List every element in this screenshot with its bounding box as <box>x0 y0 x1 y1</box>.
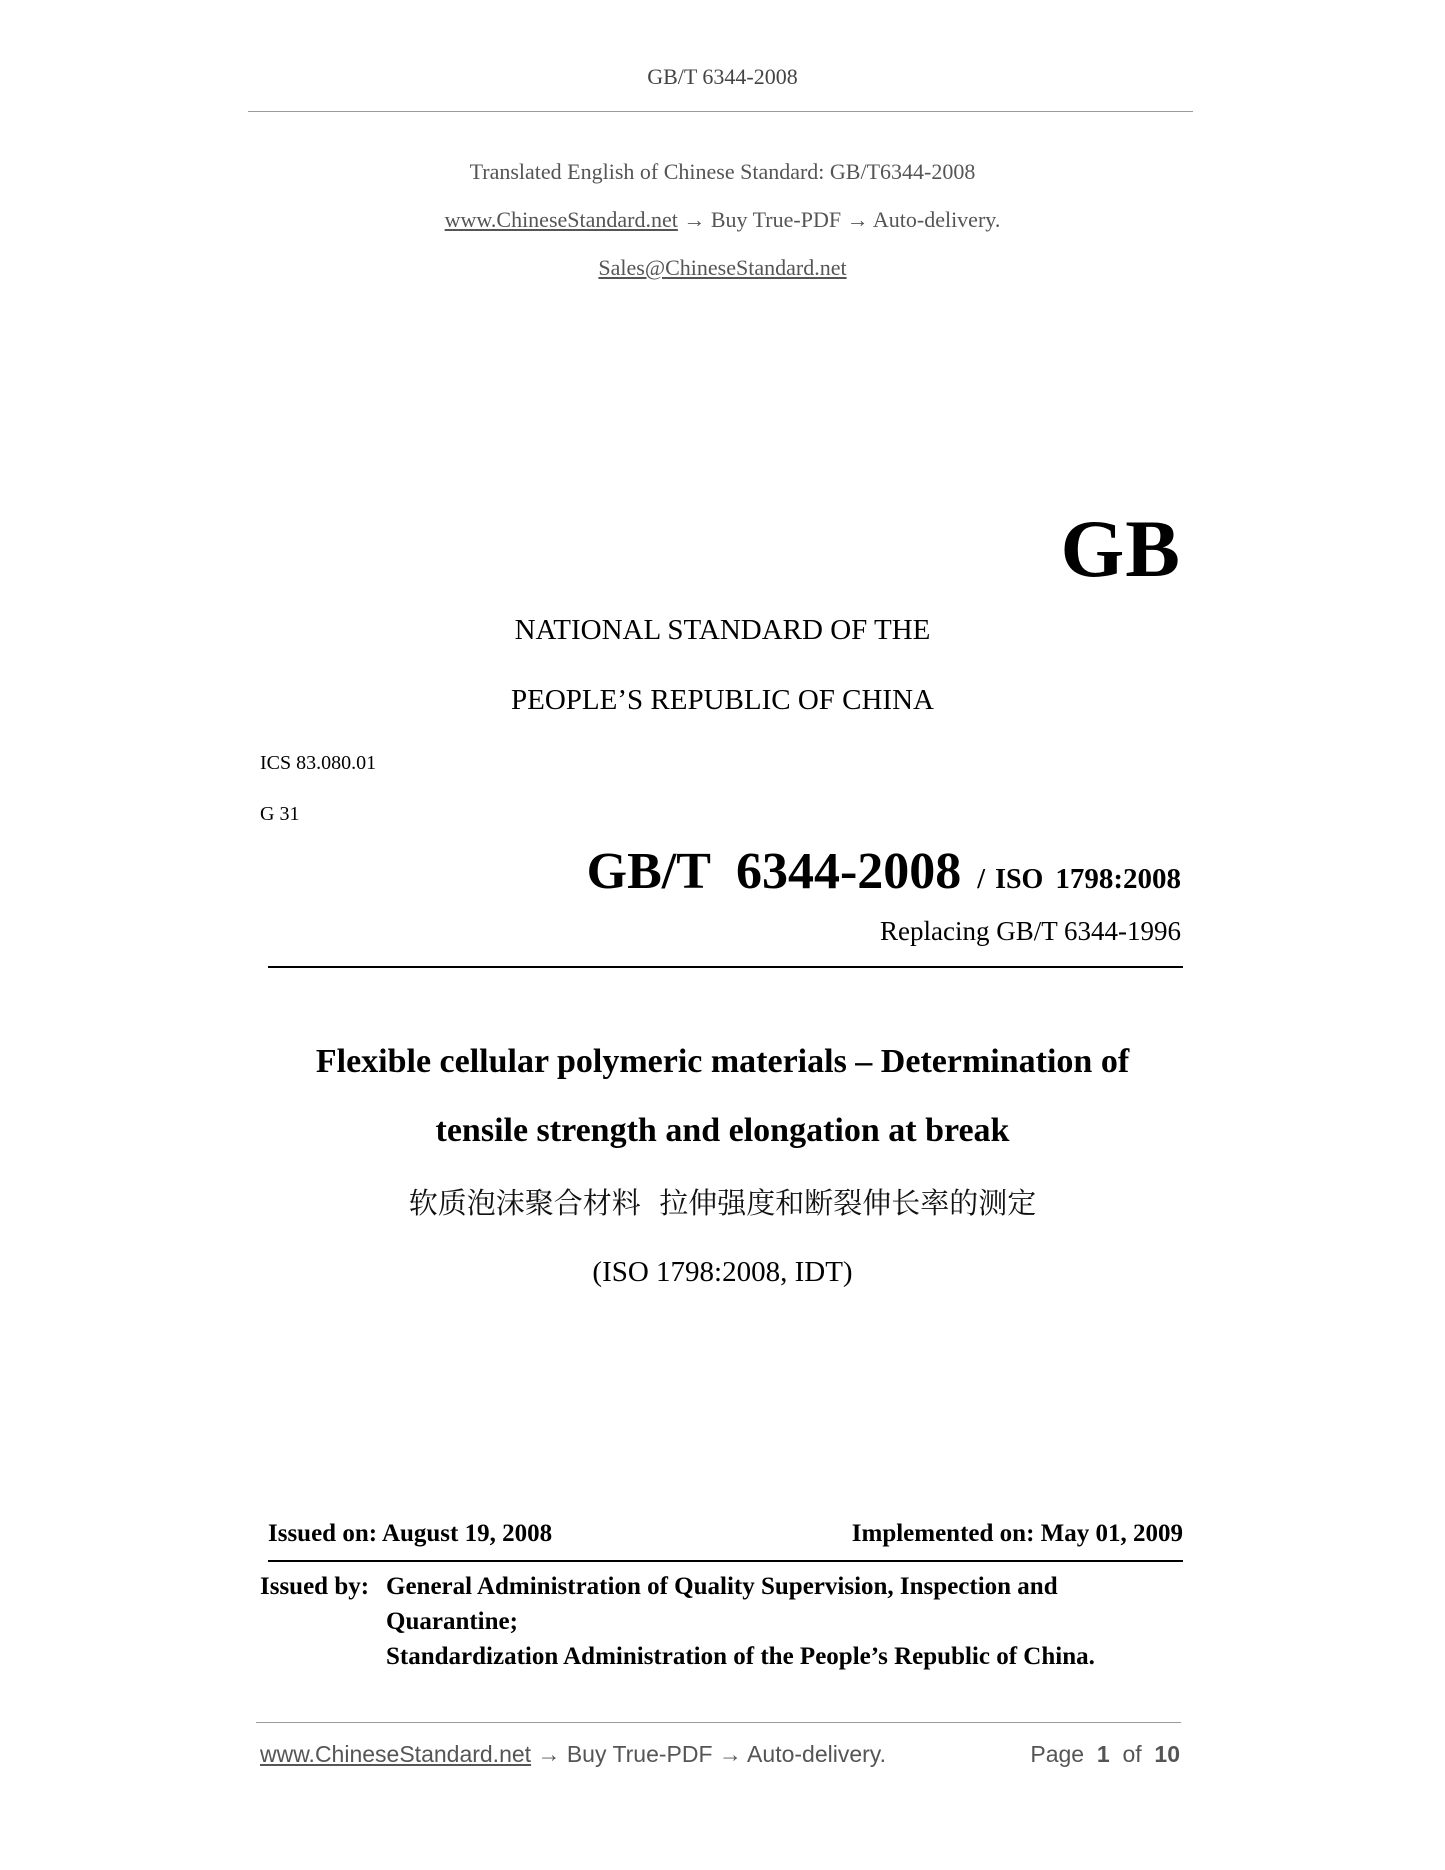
title-divider <box>268 966 1183 968</box>
page-total: 10 <box>1154 1741 1180 1767</box>
replacing-note: Replacing GB/T 6344-1996 <box>880 916 1181 946</box>
dates-divider <box>268 1560 1183 1562</box>
issued-on-date: Issued on: August 19, 2008 <box>268 1520 553 1547</box>
promo-email-line <box>0 255 1445 281</box>
standard-number-block <box>587 842 1181 901</box>
page-label: Page <box>1030 1741 1085 1767</box>
ccs-code: G 31 <box>260 803 300 825</box>
issued-by-label: Issued by: <box>260 1573 370 1600</box>
page-of: of <box>1122 1741 1142 1767</box>
gb-mark: GB <box>1060 503 1181 594</box>
footer-divider <box>256 1722 1181 1723</box>
footer-buy-line <box>260 1741 886 1768</box>
header-divider <box>248 111 1193 112</box>
page-current: 1 <box>1096 1741 1110 1767</box>
issuer-line1: General Administration of Quality Supervision, Inspection and <box>386 1573 1058 1600</box>
promo-site-link[interactable]: www.ChineseStandard.net <box>444 207 678 232</box>
title-line1: Flexible cellular polymeric materials – Determination of <box>315 1043 1130 1080</box>
running-header: GB/T 6344-2008 <box>647 64 798 89</box>
issuer-line3: Standardization Administration of the People’s Republic of China. <box>386 1643 1095 1670</box>
national-standard-line1: NATIONAL STANDARD OF THE <box>514 614 931 646</box>
title-chinese: 软质泡沫聚合材料 拉伸强度和断裂伸长率的测定 <box>408 1186 1037 1220</box>
iso-prefix: ISO <box>995 864 1044 895</box>
footer-site-link[interactable]: www.ChineseStandard.net <box>260 1741 532 1767</box>
page-indicator <box>1030 1741 1180 1768</box>
implemented-on-date: Implemented on: May 01, 2009 <box>851 1520 1183 1547</box>
standard-slash: / <box>977 864 986 895</box>
national-standard-line2: PEOPLE’S REPUBLIC OF CHINA <box>511 684 934 716</box>
title-line2: tensile strength and elongation at break <box>435 1112 1010 1149</box>
promo-email-link[interactable]: Sales@ChineseStandard.net <box>598 255 847 280</box>
promo-translation-note: Translated English of Chinese Standard: GB/T6344-2008 <box>469 159 976 184</box>
iso-number: 1798:2008 <box>1055 863 1181 895</box>
promo-buy-line <box>0 207 1445 233</box>
footer-buy-text: → Buy True-PDF → Auto-delivery. <box>531 1741 886 1767</box>
standard-number: GB/T 6344-2008 <box>586 843 962 900</box>
adoption-note: (ISO 1798:2008, IDT) <box>592 1256 853 1288</box>
promo-buy-text: → Buy True-PDF → Auto-delivery. <box>677 207 1001 232</box>
issuer-line2: Quarantine; <box>386 1608 518 1635</box>
ics-code: ICS 83.080.01 <box>260 752 377 774</box>
